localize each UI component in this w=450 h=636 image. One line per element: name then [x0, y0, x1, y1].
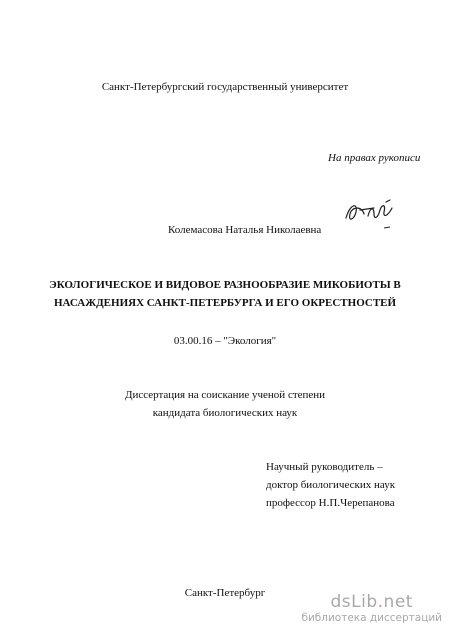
specialty-code: 03.00.16 – "Экология"	[173, 335, 277, 347]
university-name: Санкт-Петербургский государственный университет	[101, 81, 349, 93]
degree-line-2: кандидата биологических наук	[152, 407, 298, 419]
city-name: Санкт-Петербург	[184, 587, 266, 599]
watermark-brand-prefix: dsLib	[330, 592, 378, 612]
watermark-brand	[301, 592, 442, 612]
dissertation-title-line-2: НАСАЖДЕНИЯХ САНКТ-ПЕТЕРБУРГА И ЕГО ОКРЕСТНОСТЕЙ	[53, 297, 397, 309]
watermark-tagline: библиотека диссертаций	[301, 612, 442, 624]
degree-line-1: Диссертация на соискание ученой степени	[124, 389, 326, 401]
watermark-brand-suffix: net	[383, 592, 413, 612]
author-name: Колемасова Наталья Николаевна	[168, 224, 322, 236]
watermark-brand-dot: .	[377, 592, 384, 612]
author-signature	[340, 196, 400, 230]
dslib-watermark	[301, 592, 442, 624]
supervisor-line-2: доктор биологических наук	[266, 479, 396, 491]
dissertation-title-line-1: ЭКОЛОГИЧЕСКОЕ И ВИДОВОЕ РАЗНООБРАЗИЕ МИКОБИОТЫ В	[49, 279, 401, 291]
supervisor-line-3: профессор Н.П.Черепанова	[266, 497, 395, 509]
manuscript-note: На правах рукописи	[328, 152, 421, 164]
supervisor-line-1: Научный руководитель –	[266, 461, 383, 473]
